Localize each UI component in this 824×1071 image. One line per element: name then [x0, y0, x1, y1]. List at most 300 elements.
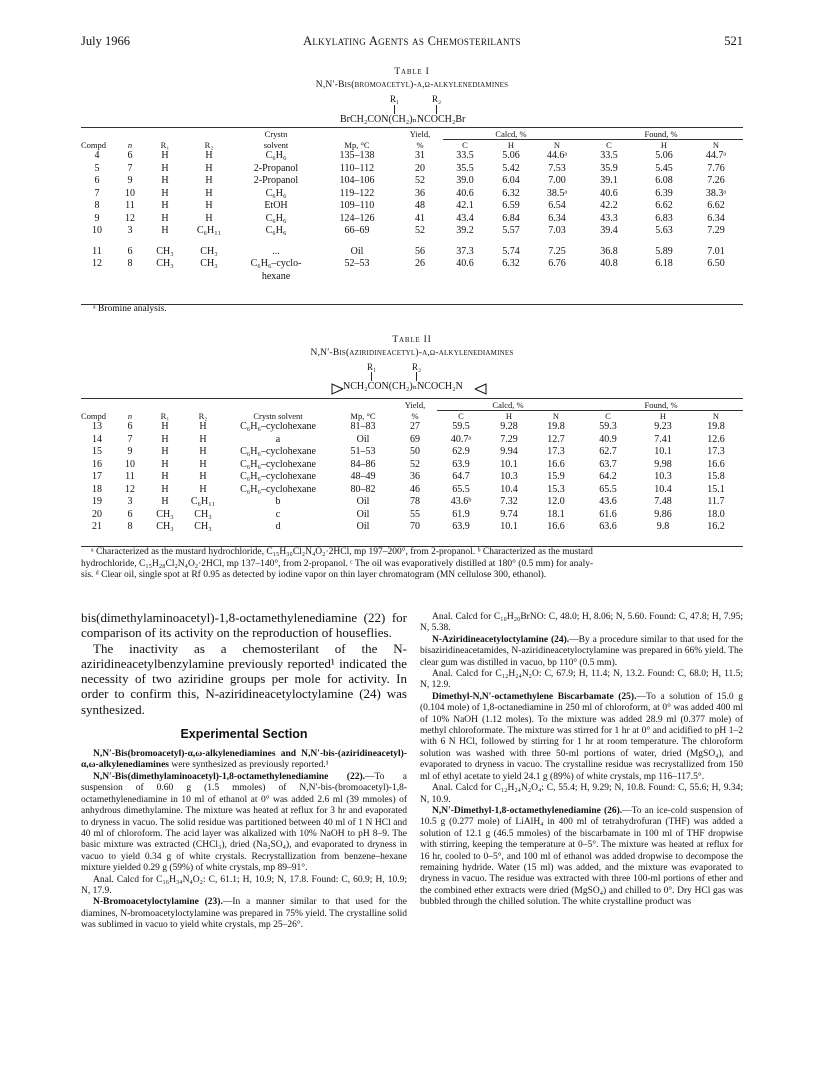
table-row [81, 200, 743, 213]
t1-cell-solvent: C₆H₆ [265, 187, 287, 199]
t2-cell-solvent: C₆H₆–cyclohexane [240, 471, 316, 482]
t2-cell-calc-c: 61.9 [452, 508, 470, 520]
t1-col-calc-h: H [507, 140, 515, 150]
t1-cell-n: 11 [125, 200, 135, 211]
t2-col-calc-n: N [552, 411, 560, 421]
t2-cell-yield: 78 [410, 496, 420, 507]
t2-cell-r1: CH₃ [156, 521, 174, 532]
t1-cell-yield: 48 [415, 200, 425, 211]
t1-cell-solvent: 2-Propanol [253, 162, 299, 174]
t1-cell-mp: 119–122 [339, 187, 375, 199]
t1-cell-solvent: C₆H₆ [265, 212, 287, 224]
t2-cell-found-h: 9.23 [654, 421, 672, 432]
t1-cell-calc-n: 7.53 [548, 162, 566, 174]
table-row [81, 434, 743, 447]
t1-cell-calc-n: 7.03 [548, 225, 566, 236]
section-title-experimental: Experimental Section [180, 727, 308, 742]
t1-cell-calc-h: 6.04 [502, 175, 520, 186]
t1-cell-n: 7 [127, 162, 133, 174]
t2-cell-n: 10 [125, 458, 135, 470]
t1-cell-compd: 8 [94, 200, 100, 211]
t1-cell-r2: CH₃ [200, 245, 218, 257]
t2-cell-mp: 84–86 [350, 458, 376, 470]
t1-cell-solvent: EtOH [264, 200, 288, 211]
table-row-continuation [81, 271, 743, 284]
t1-cell-empty [579, 271, 639, 284]
left-paragraph-2: The inactivity as a chemosterilant of the N-aziridineacetylbenzylamine previously reported¹ indicated the necessity of two aziridine groups per mole for activity. In order to confirm this, N-aziridineacetyloctylamine (24) was synthesized. [81, 640, 407, 717]
t2-cell-calc-c: 63.9 [452, 521, 470, 532]
t2-col-r1: R₁ [160, 410, 170, 421]
t1-cell-compd: 6 [94, 175, 100, 186]
t1-cell-found-c: 43.3 [600, 212, 618, 224]
t2-cell-found-n: 15.8 [707, 471, 725, 482]
table1-bond-2 [436, 105, 437, 114]
t1-cell-calc-n: 38.5ᵃ [546, 187, 568, 199]
t2-cell-n: 9 [127, 446, 133, 457]
t2-cell-calc-h: 9.94 [500, 446, 518, 457]
t1-cell-calc-h: 6.59 [502, 200, 520, 211]
t2-cell-found-h: 10.3 [654, 471, 672, 482]
t1-col-r2: R₂ [204, 139, 214, 150]
table2-footnotes [81, 547, 743, 582]
table-row [81, 496, 743, 509]
t1-cell-found-n: 38.3ᵃ [705, 187, 727, 199]
t1-cell-calc-c: 39.0 [456, 175, 474, 186]
t2-cell-calc-c: 63.9 [452, 458, 470, 470]
table-row [81, 225, 743, 238]
t2-cell-r2: H [199, 446, 207, 457]
t1-cell-solvent: C₆H₆ [265, 150, 287, 161]
t2-col-yield: Yield, [404, 400, 426, 411]
right-paragraph-4 [420, 692, 743, 783]
t1-cell-r2: H [205, 187, 213, 199]
t2-cell-calc-n: 16.6 [547, 521, 565, 532]
table-row [81, 471, 743, 484]
t1-cell-r1: H [161, 175, 169, 186]
t1-col-calc-n: N [553, 140, 561, 150]
t1-cell-r1: CH₃ [156, 245, 174, 257]
right-p2-heading: N-Aziridineacetyloctylamine (24). [432, 634, 570, 645]
t2-cell-calc-n: 12.0 [547, 496, 565, 507]
t2-cell-found-h: 10.1 [654, 446, 672, 457]
t1-cell-calc-c: 40.6 [456, 258, 474, 269]
t2-cell-found-h: 7.48 [654, 496, 672, 507]
t1-cell-empty [535, 271, 579, 284]
table2-title: N,N′-Bis(aziridineacetyl)-α,ω-alkylenediamines [310, 348, 514, 358]
t1-cell-r1: H [161, 212, 169, 224]
t1-cell-empty [113, 271, 147, 284]
t1-col-n: n [127, 139, 133, 150]
t1-cell-calc-n: 7.00 [548, 175, 566, 186]
right-paragraph-6 [420, 806, 743, 909]
table1 [81, 129, 743, 283]
t1-cell-mp: 104–106 [339, 175, 375, 186]
t1-cell-calc-c: 40.6 [456, 187, 474, 199]
t2-cell-found-h: 9.8 [656, 521, 670, 532]
t1-cell-calc-n: 44.6ᵃ [546, 150, 568, 161]
t2-cell-solvent: d [275, 521, 281, 532]
t2-cell-compd: 18 [92, 483, 102, 495]
t2-cell-r2: H [199, 458, 207, 470]
table-row [81, 258, 743, 271]
t2-cell-found-h: 9.86 [654, 508, 672, 520]
t2-cell-n: 8 [127, 521, 133, 532]
t2-cell-found-c: 43.6 [599, 496, 617, 507]
t2-cell-calc-h: 10.1 [500, 458, 518, 470]
right-p4-text: —To a solution of 15.0 g (0.104 mole) of 1,8-octanediamine in 250 ml of chloroform, at 0° was added 400 ml of 10% NaOH (1.12 moles). To the mixture was added 28.9 ml (0.377 mole) of methyl chloroformate. The mixture was stirred for 1 hr at 0° and acidified to pH 1–2 with 6 N HCl, followed by stirring for 1 hr at room temperature. The chloroform solution was washed with three 50-ml portions of water, dried (MgSO₄), and evaporated to dryness in vacuo. The crystalline residue was recrystallized from 150 ml of ethyl acetate to yield 24.1 g (89%) of white crystals, mp 116–117.5°. [420, 691, 743, 782]
t1-col-found-n: N [712, 140, 720, 150]
t2-cell-calc-n: 16.6 [547, 458, 565, 470]
table-row [81, 509, 743, 522]
t2-cell-n: 7 [127, 433, 133, 445]
t2-cell-compd: 20 [92, 508, 102, 520]
t2-col-compd: Compd [81, 410, 107, 421]
t2-cell-calc-h: 10.1 [500, 521, 518, 532]
t1-cell-r2: H [205, 200, 213, 211]
t2-cell-mp: Oil [356, 508, 370, 520]
t2-cell-mp: Oil [356, 496, 370, 507]
t2-cell-r1: H [161, 421, 169, 432]
left-paragraph-6 [81, 897, 407, 931]
table1-formula: BrCH₂CON(CH₂)ₙNCOCH₂Br [340, 114, 466, 125]
t2-cell-yield: 46 [410, 483, 420, 495]
left-paragraph-5: Anal. Calcd for C₁₆H₃₄N₄O₂: C, 61.1; H, 10.9; N, 17.8. Found: C, 60.9; H, 10.9; N, 17.9. [81, 874, 407, 896]
t2-cell-solvent: a [275, 433, 281, 445]
t2-cell-calc-n: 19.8 [547, 421, 565, 432]
t1-cell-found-h: 6.62 [655, 200, 673, 211]
t2-cell-calc-h: 10.3 [500, 471, 518, 482]
t2-col-found: Found, % [579, 400, 743, 411]
t1-cell-solvent-cont: hexane [261, 270, 291, 282]
table1-rule-bottom [81, 304, 743, 305]
t2-cell-solvent: C₆H₆–cyclohexane [240, 458, 316, 470]
table1-r1: R₁ [390, 94, 400, 104]
right-paragraph-5: Anal. Calcd for C₁₂H₂₄N₂O₄: C, 55.4; H, 9.29; N, 10.8. Found: C, 55.6; H, 9.34; N, 10.9. [420, 783, 743, 805]
right-p6-text: —To an ice-cold suspension of 10.5 g (0.277 mole) of LiAlH₄ in 400 ml of tetrahydrofuran (THF) was added a solution of 12.1 g (46.5 mmoles) of the biscarbamate in 100 ml of THF dropwise with stirring, keeping the temperature at 0–5°. The mixture was heated at reflux for 16 hr, cooled to 0–5°, and 100 ml of ethanol was added dropwise to decompose the remaining hydride. Water (15 ml) was added, and the mixture was evaporated to dryness in vacuo. The residue was extracted with three 100-ml portions of ether and the combined ether extracts were dried (MgSO₄) and chilled to 0°. Dry HCl gas was bubbled through the chilled solution. The white crystalline product was [420, 805, 744, 908]
t1-cell-found-h: 5.89 [655, 245, 673, 257]
t1-cell-found-n: 6.50 [707, 258, 725, 269]
t2-cell-found-c: 64.2 [599, 471, 617, 482]
t1-cell-empty [147, 271, 183, 284]
t2-cell-yield: 50 [410, 446, 420, 457]
t2-cell-n: 6 [127, 421, 133, 432]
t2-cell-mp: 80–82 [350, 483, 376, 495]
t2-cell-compd: 17 [92, 471, 102, 482]
t1-cell-found-h: 6.83 [655, 212, 673, 224]
running-head [81, 34, 743, 52]
left-paragraph-4 [81, 772, 407, 875]
t2-cell-calc-n: 12.7 [547, 433, 565, 445]
t1-cell-r2: H [205, 162, 213, 174]
t1-cell-calc-n: 6.76 [548, 258, 566, 269]
t2-cell-found-h: 7.41 [654, 433, 672, 445]
t2-cell-mp: Oil [356, 521, 370, 532]
aziridine-ring-left-icon [330, 383, 344, 395]
t2-cell-calc-h: 9.28 [500, 421, 518, 432]
t2-cell-n: 11 [125, 471, 135, 482]
right-paragraph-2 [420, 635, 743, 669]
t1-cell-calc-c: 43.4 [456, 212, 474, 224]
t1-cell-mp: 135–138 [339, 150, 375, 161]
t2-cell-found-n: 11.7 [707, 496, 725, 507]
t1-cell-r2: H [205, 175, 213, 186]
table-row [81, 150, 743, 163]
t2-cell-found-n: 12.6 [707, 433, 725, 445]
left-paragraph-1: bis(dimethylaminoacetyl)-1,8-octamethylenediamine (22) for comparison of its activity on the reproduction of houseflies. [81, 610, 407, 641]
header-date: July 1966 [81, 34, 130, 48]
t2-col-mp: Mp, °C [350, 410, 376, 421]
t1-cell-compd: 4 [94, 150, 100, 161]
t1-cell-empty [487, 271, 535, 284]
table1-title: N,N′-Bis(bromoacetyl)-α,ω-alkylenediamines [315, 80, 509, 90]
t2-cell-r1: H [161, 458, 169, 470]
t2-cell-r1: H [161, 496, 169, 507]
t1-cell-compd: 9 [94, 212, 100, 224]
t1-col-found: Found, % [579, 129, 743, 140]
t1-cell-mp: 110–112 [339, 162, 375, 174]
t1-cell-found-c: 33.5 [600, 150, 618, 161]
right-paragraph-3: Anal. Calcd for C₁₂H₂₄N₂O: C, 67.9; H, 11.4; N, 13.2. Found: C, 68.0; H, 11.5; N, 12.9. [420, 669, 743, 691]
t2-cell-found-n: 17.3 [707, 446, 725, 457]
t1-cell-mp: 52–53 [344, 258, 370, 269]
t1-col-solvent: solvent [263, 139, 289, 150]
t2-cell-calc-c: 59.5 [452, 421, 470, 432]
t1-cell-found-h: 6.39 [655, 187, 673, 199]
table-row [81, 446, 743, 459]
t1-cell-found-n: 7.26 [707, 175, 725, 186]
table2-formula: NCH₂CON(CH₂)ₙNCOCH₂N [343, 381, 463, 392]
t1-cell-mp: 109–110 [339, 200, 375, 211]
t1-cell-found-h: 5.45 [655, 162, 673, 174]
t2-cell-calc-c: 65.5 [452, 483, 470, 495]
body-right-column [420, 612, 743, 909]
t2-col-found-h: H [659, 411, 667, 421]
body-left-column [81, 610, 407, 932]
t2-cell-calc-c: 40.7ᵃ [450, 433, 472, 445]
t1-col-r1: R₁ [160, 139, 170, 150]
t1-cell-mp: Oil [350, 245, 364, 257]
table-row [81, 175, 743, 188]
right-p6-heading: N,N′-Dimethyl-1,8-octamethylenediamine (26). [432, 805, 623, 816]
t2-cell-mp: Oil [356, 433, 370, 445]
t1-cell-found-h: 5.63 [655, 225, 673, 236]
t2-cell-r2: C₆H₁₁ [190, 496, 216, 507]
t1-cell-empty [81, 271, 113, 284]
t2-cell-r2: H [199, 483, 207, 495]
t2-cell-compd: 21 [92, 521, 102, 532]
t2-cell-mp: 81–83 [350, 421, 376, 432]
t2-cell-found-n: 19.8 [707, 421, 725, 432]
table-row [81, 459, 743, 472]
t1-col-crystn: Crystn [264, 129, 288, 140]
table-row [81, 246, 743, 259]
t2-cell-found-n: 16.2 [707, 521, 725, 532]
table1-label: Table I [394, 67, 430, 77]
t1-cell-yield: 26 [415, 258, 425, 269]
table-row [81, 163, 743, 176]
t1-col-yield-pct: % [416, 139, 424, 150]
t1-cell-found-h: 6.18 [655, 258, 673, 269]
t2-cell-found-c: 61.6 [599, 508, 617, 520]
t1-col-found-h: H [660, 140, 668, 150]
left-p4-heading: N,N′-Bis(dimethylaminoacetyl)-1,8-octamethylenediamine (22). [93, 771, 365, 782]
table2-rule-top [81, 398, 743, 399]
t2-col-r2: R₂ [198, 410, 208, 421]
table-row [81, 213, 743, 226]
t1-cell-mp: 66–69 [344, 225, 370, 236]
t1-cell-calc-h: 5.74 [502, 245, 520, 257]
t1-cell-found-n: 44.7ᵃ [705, 150, 727, 161]
t2-cell-calc-h: 10.4 [500, 483, 518, 495]
t1-cell-calc-c: 42.1 [456, 200, 474, 211]
table-row [81, 484, 743, 497]
header-title: Alkylating Agents as Chemosterilants [303, 34, 521, 48]
t2-cell-found-c: 59.3 [599, 421, 617, 432]
t1-cell-found-n: 6.62 [707, 200, 725, 211]
table1-r2: R₂ [432, 94, 442, 104]
t1-cell-yield: 56 [415, 245, 425, 257]
t1-cell-compd: 10 [92, 225, 102, 236]
t2-col-yield-pct: % [411, 410, 419, 421]
t1-col-yield: Yield, [409, 129, 431, 140]
t2-cell-mp: 48–49 [350, 471, 376, 482]
t1-cell-r2: H [205, 150, 213, 161]
t1-cell-compd: 7 [94, 187, 100, 199]
left-p6-heading: N-Bromoacetyloctylamine (23). [93, 897, 223, 908]
t1-cell-calc-h: 5.42 [502, 162, 520, 174]
t1-cell-empty [317, 271, 397, 284]
t1-cell-yield: 31 [415, 150, 425, 161]
t1-cell-r1: CH₃ [156, 258, 174, 269]
t1-cell-calc-h: 6.84 [502, 212, 520, 224]
t1-cell-n: 6 [127, 245, 133, 257]
t2-cell-solvent: b [275, 496, 281, 507]
t2-cell-solvent: c [275, 508, 281, 520]
right-paragraph-1: Anal. Calcd for C₁₀H₂₀BrNO: C, 48.0; H, 8.06; N, 5.60. Found: C, 47.8; H, 7.95; N, 5.38. [420, 612, 743, 634]
t2-cell-yield: 27 [410, 421, 420, 432]
t1-cell-n: 10 [125, 187, 135, 199]
table-row [81, 521, 743, 534]
t1-cell-found-c: 39.1 [600, 175, 618, 186]
table1-rule-top [81, 127, 743, 128]
t2-cell-found-h: 10.4 [654, 483, 672, 495]
table2 [81, 400, 743, 534]
t1-cell-solvent: 2-Propanol [253, 175, 299, 186]
t1-cell-calc-h: 5.57 [502, 225, 520, 236]
t1-cell-r1: H [161, 200, 169, 211]
right-p4-heading: Dimethyl-N,N′-octamethylene Biscarbamate (25). [432, 691, 637, 702]
table2-bond-1 [371, 372, 372, 381]
t2-col-calcd: Calcd, % [437, 400, 579, 411]
t2-cell-r2: H [199, 421, 207, 432]
t1-cell-n: 12 [125, 212, 135, 224]
t2-cell-r1: H [161, 446, 169, 457]
t2-cell-r2: CH₃ [194, 521, 212, 532]
t2-cell-r1: H [161, 433, 169, 445]
t1-cell-empty [443, 271, 487, 284]
t1-cell-yield: 41 [415, 212, 425, 224]
t2-col-found-n: N [712, 411, 720, 421]
t1-cell-calc-n: 6.34 [548, 212, 566, 224]
table2-footnote-3: sis. ᵈ Clear oil, single spot at Rf 0.95 as detected by iodine vapor on thin layer chromatogram (MN cellulose 300, ethanol). [81, 570, 547, 580]
t1-cell-calc-n: 7.25 [548, 245, 566, 257]
t1-cell-yield: 52 [415, 225, 425, 236]
t1-cell-found-h: 6.08 [655, 175, 673, 186]
table2-footnote-2: hydrochloride, C₁₅H₂₈Cl₂N₄O₂·2HCl, mp 137–140°, from 2-propanol. ᶜ The oil was evaporatively distilled at 180° (0.5 mm) for analy- [81, 558, 594, 569]
t2-cell-found-c: 62.7 [599, 446, 617, 457]
t2-cell-calc-n: 15.3 [547, 483, 565, 495]
t1-cell-compd: 5 [94, 162, 100, 174]
t1-cell-n: 6 [127, 150, 133, 161]
t1-cell-calc-h: 6.32 [502, 258, 520, 269]
t2-cell-found-h: 9.98 [654, 458, 672, 470]
t1-cell-found-c: 35.9 [600, 162, 618, 174]
t2-cell-r1: H [161, 483, 169, 495]
t1-col-calc-c: C [462, 140, 468, 150]
t2-cell-calc-n: 15.9 [547, 471, 565, 482]
t2-cell-found-n: 16.6 [707, 458, 725, 470]
aziridine-ring-right-icon [474, 383, 488, 395]
t2-cell-found-n: 18.0 [707, 508, 725, 520]
t1-cell-calc-c: 37.3 [456, 245, 474, 257]
t2-cell-found-n: 15.1 [707, 483, 725, 495]
t1-cell-found-c: 36.8 [600, 245, 618, 257]
t1-cell-found-h: 5.06 [655, 150, 673, 161]
t2-cell-calc-n: 17.3 [547, 446, 565, 457]
table-row [81, 188, 743, 201]
t1-cell-calc-c: 35.5 [456, 162, 474, 174]
left-p4-text: —To a suspension of 0.60 g (1.5 mmoles) of N,N′-bis-(bromoacetyl)-1,8-octamethylenediamine in 10 ml of ethanol at 0° was added 2.6 ml (39 mmoles) of anhydrous dimethylamine. The mixture was heated at reflux for 3 hr and evaporated to dryness in vacuo. The solid residue was partitioned between 40 ml of 1 N HCl and 40 ml of chloroform. The acid layer was alkalized with 10% NaOH to pH 8–9. The basic mixture was extracted (CHCl₃), dried (Na₂SO₄), and evaporated to dryness in vacuo to yield 0.34 g of white crystals. Recrystallization from benzene–hexane mixture yielded 0.29 g (59%) of white crystals, mp 89–91°. [81, 771, 408, 874]
t1-cell-empty [183, 271, 235, 284]
t1-cell-empty [689, 271, 743, 284]
table2-bond-2 [416, 372, 417, 381]
t2-cell-n: 3 [127, 496, 133, 507]
t2-cell-r2: H [199, 471, 207, 482]
t1-cell-r1: H [161, 162, 169, 174]
t1-cell-found-n: 6.34 [707, 212, 725, 224]
t2-cell-r2: CH₃ [194, 508, 212, 520]
t2-col-n: n [127, 410, 133, 421]
t2-cell-r2: H [199, 433, 207, 445]
t2-cell-yield: 52 [410, 458, 420, 470]
t2-cell-yield: 55 [410, 508, 420, 520]
t2-col-calc-h: H [505, 411, 513, 421]
t2-col-calc-c: C [458, 411, 464, 421]
t2-cell-n: 12 [125, 483, 135, 495]
t2-cell-compd: 19 [92, 496, 102, 507]
t1-cell-calc-c: 33.5 [456, 150, 474, 161]
t1-cell-found-n: 7.01 [707, 245, 725, 257]
t1-col-calcd: Calcd, % [443, 129, 579, 140]
t1-cell-r1: H [161, 150, 169, 161]
t1-cell-empty [397, 271, 443, 284]
t2-cell-r1: H [161, 471, 169, 482]
t1-cell-found-c: 40.6 [600, 187, 618, 199]
t2-cell-n: 6 [127, 508, 133, 520]
t2-cell-compd: 13 [92, 421, 102, 432]
t2-cell-calc-n: 18.1 [547, 508, 565, 520]
t1-cell-solvent: C₆H₆ [265, 225, 287, 236]
table-row [81, 421, 743, 434]
t2-cell-calc-c: 43.6ᵇ [450, 496, 472, 507]
table2-label: Table II [392, 335, 432, 345]
table1-footnote: ᵃ Bromine analysis. [93, 304, 167, 314]
t2-cell-found-c: 40.9 [599, 433, 617, 445]
t1-cell-calc-c: 39.2 [456, 225, 474, 236]
t2-cell-found-c: 63.7 [599, 458, 617, 470]
t2-cell-compd: 14 [92, 433, 102, 445]
t2-cell-solvent: C₆H₆–cyclohexane [240, 483, 316, 495]
